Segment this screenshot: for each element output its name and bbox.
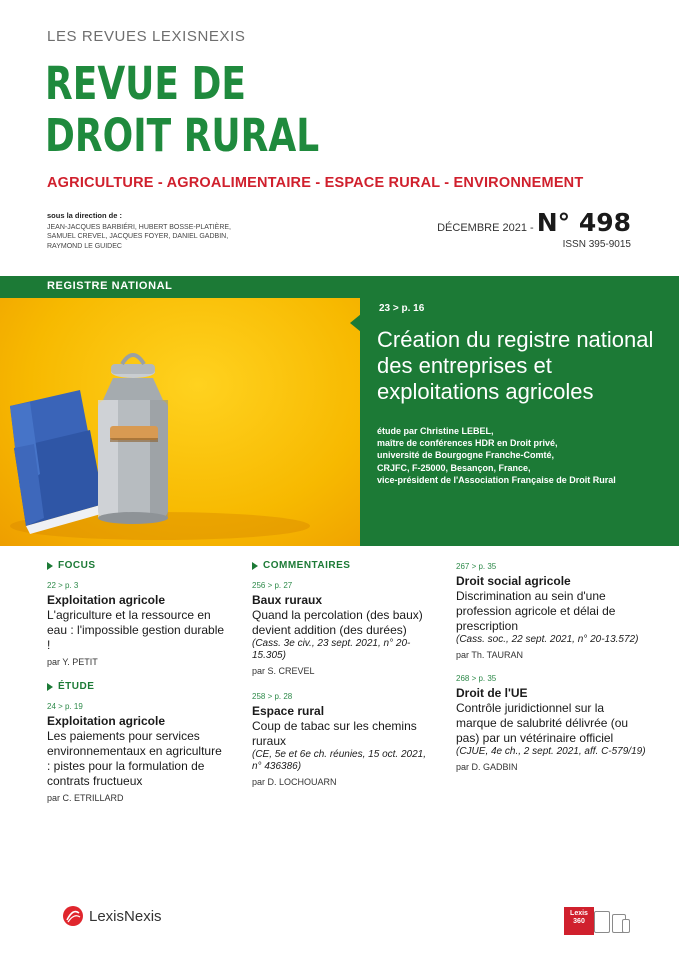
feature-page-ref: 23 > p. 16 <box>379 303 425 314</box>
section-heading-commentaires <box>252 560 437 571</box>
direction-lead: sous la direction de : <box>47 211 123 220</box>
article-citation: (CJUE, 4e ch., 2 sept. 2021, aff. C-579/19) <box>456 746 646 757</box>
title-line-2: DROIT RURAL <box>45 109 320 162</box>
magazine-title <box>45 58 381 162</box>
section-heading-label: ÉTUDE <box>58 681 95 692</box>
feature-title: Création du registre national des entreprises et exploitations agricoles <box>377 327 654 404</box>
feature-pointer-icon <box>350 314 361 332</box>
lexisnexis-logo-icon <box>62 905 84 927</box>
column-focus-etude <box>47 560 227 815</box>
section-heading-label: COMMENTAIRES <box>263 560 351 571</box>
series-label: LES REVUES LEXISNEXIS <box>47 28 246 45</box>
triangle-bullet-icon <box>47 683 53 691</box>
article-focus <box>47 581 227 667</box>
article-ref: 256 > p. 27 <box>252 581 293 590</box>
issue-info <box>437 208 631 250</box>
issue-date: DÉCEMBRE 2021 - <box>437 222 534 234</box>
section-heading-etude <box>47 681 227 692</box>
article-author: par D. LOCHOUARN <box>252 777 337 787</box>
article-etude <box>47 702 227 803</box>
author-line: maître de conférences HDR en Droit privé, <box>377 438 558 449</box>
lexis360-badge: Lexis 360 <box>564 907 594 935</box>
triangle-bullet-icon <box>47 562 53 570</box>
phone-icon <box>622 919 630 933</box>
article-author: par C. ETRILLARD <box>47 793 124 803</box>
article-espace-rural <box>252 692 437 787</box>
feature-author <box>377 425 677 486</box>
article-droit-ue <box>456 674 646 772</box>
tablet-icon <box>594 911 610 933</box>
article-ref: 22 > p. 3 <box>47 581 79 590</box>
article-title: L'agriculture et la ressource en eau : l'impossible gestion durable ! <box>47 608 225 652</box>
triangle-bullet-icon <box>252 562 258 570</box>
article-title: Discrimination au sein d'une profession agricole et délai de prescription <box>456 589 616 633</box>
editorial-direction <box>47 211 287 251</box>
article-author: par S. CREVEL <box>252 666 315 676</box>
column-commentaires <box>252 560 437 799</box>
binder-stack-icon <box>10 390 108 534</box>
direction-line: SAMUEL CREVEL, JACQUES FOYER, DANIEL GADBIN, <box>47 233 229 240</box>
article-citation: (Cass. soc., 22 sept. 2021, n° 20-13.572) <box>456 634 639 645</box>
article-ref: 267 > p. 35 <box>456 562 497 571</box>
article-ref: 24 > p. 19 <box>47 702 83 711</box>
column-commentaires-cont <box>456 562 646 784</box>
issue-number: N° 498 <box>536 208 631 237</box>
article-rubric: Baux ruraux <box>252 593 323 607</box>
section-banner <box>0 276 679 298</box>
publisher-logo <box>62 905 162 927</box>
article-rubric: Exploitation agricole <box>47 714 166 728</box>
cover-photo <box>0 298 360 546</box>
article-author: par Th. TAURAN <box>456 650 524 660</box>
author-line: vice-président de l'Association Française de Droit Rural <box>377 474 616 485</box>
article-baux-ruraux <box>252 581 437 676</box>
author-line: CRJFC, F-25000, Besançon, France, <box>377 462 531 473</box>
feature-panel <box>360 298 679 546</box>
article-rubric: Espace rural <box>252 704 325 718</box>
title-line-1: REVUE DE <box>45 57 247 110</box>
article-citation: (Cass. 3e civ., 23 sept. 2021, n° 20-15.305) <box>252 638 411 661</box>
direction-line: RAYMOND LE GUIDEC <box>47 242 122 250</box>
banner-label: REGISTRE NATIONAL <box>47 280 173 292</box>
binders-milk-can-illustration <box>0 298 360 546</box>
article-rubric: Droit de l'UE <box>456 686 528 700</box>
author-line: université de Bourgogne Franche-Comté, <box>377 450 555 461</box>
article-citation: (CE, 5e et 6e ch. réunies, 15 oct. 2021, n° 436386) <box>252 749 426 772</box>
magazine-subtitle: AGRICULTURE - AGROALIMENTAIRE - ESPACE RURAL - ENVIRONNEMENT <box>47 175 584 191</box>
article-title: Coup de tabac sur les chemins ruraux <box>252 719 417 748</box>
article-ref: 258 > p. 28 <box>252 692 293 701</box>
section-heading-label: FOCUS <box>58 560 96 571</box>
publisher-name: LexisNexis <box>89 907 162 925</box>
article-droit-social <box>456 562 646 660</box>
author-line: étude par Christine LEBEL, <box>377 426 494 436</box>
article-rubric: Exploitation agricole <box>47 593 166 607</box>
article-author: par Y. PETIT <box>47 657 98 667</box>
section-heading-focus <box>47 560 227 571</box>
article-title: Quand la percolation (des baux) devient addition (des durées) <box>252 608 423 637</box>
milk-can-icon <box>98 355 168 524</box>
direction-line: JEAN-JACQUES BARBIÉRI, HUBERT BOSSE-PLATIÈRE, <box>47 223 231 231</box>
issn: ISSN 395-9015 <box>562 239 631 250</box>
article-ref: 268 > p. 35 <box>456 674 497 683</box>
article-title: Les paiements pour services environnementaux en agriculture : pistes pour la formulation de contrats fructueux <box>47 729 222 788</box>
article-rubric: Droit social agricole <box>456 574 571 588</box>
article-title: Contrôle juridictionnel sur la marque de salubrité délivrée (ou pas) par un vétérinaire officiel <box>456 701 629 745</box>
article-author: par D. GADBIN <box>456 762 518 772</box>
